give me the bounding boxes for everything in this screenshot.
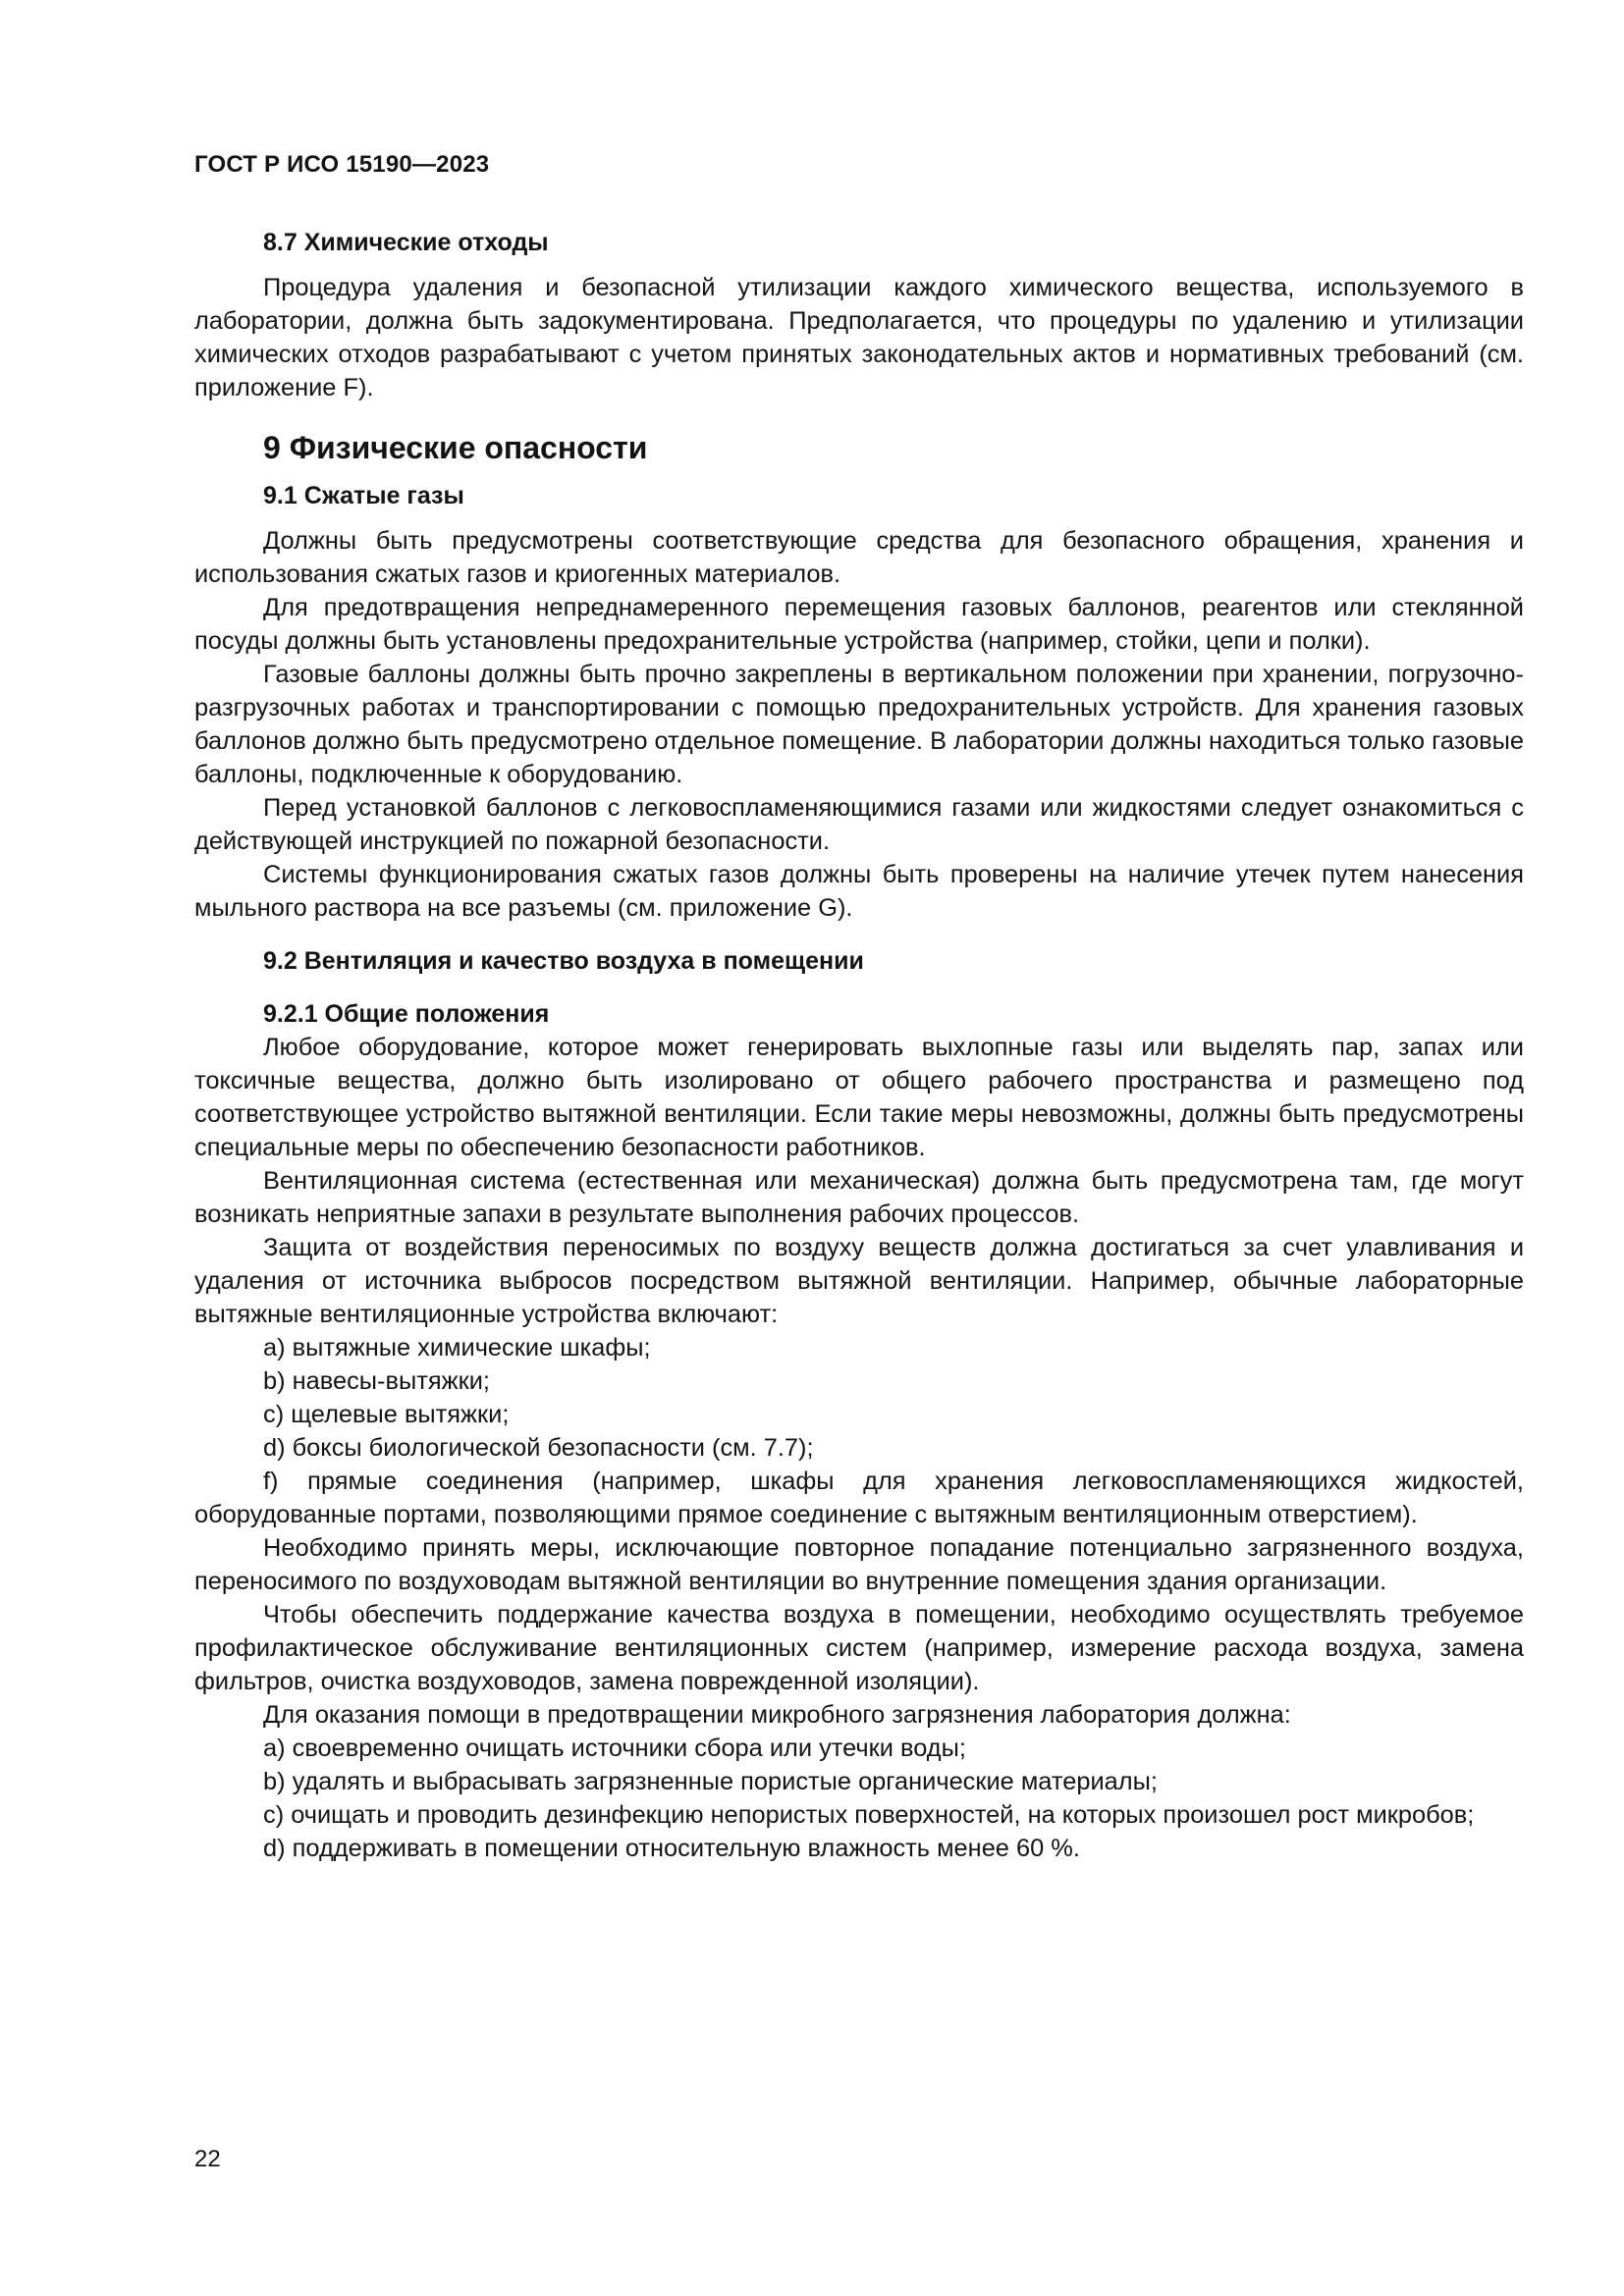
section-9-2-1-paragraph: Защита от воздействия переносимых по воздуху веществ должна достигаться за счет улавливания и удаления от источника выбросов посредством вытяжной вентиляции. Например, обычные лабораторные вытяжные вентиляционные устройства включают: [194, 1234, 1524, 1328]
section-9-title: 9 Физические опасности [263, 430, 648, 465]
list-item: c) щелевые вытяжки; [263, 1401, 510, 1428]
list-item: a) вытяжные химические шкафы; [263, 1334, 651, 1362]
section-9-2-1-paragraph: Необходимо принять меры, исключающие повторное попадание потенциально загрязненного воздуха, переносимого по воздуховодам вытяжной вентиляции во внутренние помещения здания организации. [194, 1534, 1524, 1595]
section-9-1-paragraph: Системы функционирования сжатых газов должны быть проверены на наличие утечек путем нанесения мыльного раствора на все разъемы (см. приложение G). [194, 861, 1524, 922]
section-9-1-paragraph: Должны быть предусмотрены соответствующие средства для безопасного обращения, хранения и использования сжатых газов и криогенных материалов. [194, 527, 1524, 588]
section-9-2-1-paragraph: Для оказания помощи в предотвращении микробного загрязнения лаборатория должна: [263, 1701, 1291, 1729]
list-item: f) прямые соединения (например, шкафы для хранения легковоспламеняющихся жидкостей, оборудованные портами, позволяющими прямое соединение с вытяжным вентиляционным отверстием). [194, 1468, 1524, 1528]
section-9-2-1-title: 9.2.1 Общие положения [263, 1000, 550, 1028]
section-8-7-title: 8.7 Химические отходы [263, 229, 549, 256]
list-item: a) своевременно очищать источники сбора или утечки воды; [263, 1735, 966, 1762]
section-9-1-paragraph: Для предотвращения непреднамеренного перемещения газовых баллонов, реагентов или стеклянной посуды должны быть установлены предохранительные устройства (например, стойки, цепи и полки). [194, 594, 1524, 655]
list-item: b) навесы-вытяжки; [263, 1367, 490, 1395]
section-9-2-1-paragraph: Любое оборудование, которое может генерировать выхлопные газы или выделять пар, запах или токсичные вещества, должно быть изолировано от общего рабочего пространства и размещено под соответствующее устройство вытяжной вентиляции. Если такие меры невозможны, должны быть предусмотрены специальные меры по обеспечению безопасности работников. [194, 1034, 1524, 1161]
section-8-7-paragraph: Процедура удаления и безопасной утилизации каждого химического вещества, используемого в лаборатории, должна быть задокументирована. Предполагается, что процедуры по удалению и утилизации химических отходов разрабатывают с учетом принятых законодательных актов и нормативных требований (см. приложение F). [194, 274, 1524, 401]
list-item: b) удалять и выбрасывать загрязненные пористые органические материалы; [263, 1768, 1158, 1795]
document-body [194, 226, 1524, 1865]
section-9-2-1-paragraph: Вентиляционная система (естественная или механическая) должна быть предусмотрена там, где могут возникать неприятные запахи в результате выполнения рабочих процессов. [194, 1167, 1524, 1228]
document-code-header: ГОСТ Р ИСО 15190—2023 [194, 151, 490, 178]
page-number: 22 [194, 2146, 221, 2172]
section-9-2-title: 9.2 Вентиляция и качество воздуха в помещении [263, 947, 864, 975]
section-9-2-1-paragraph: Чтобы обеспечить поддержание качества воздуха в помещении, необходимо осуществлять требуемое профилактическое обслуживание вентиляционных систем (например, измерение расхода воздуха, замена фильтров, очистка воздуховодов, замена поврежденной изоляции). [194, 1601, 1524, 1695]
section-9-1-paragraph: Перед установкой баллонов с легковоспламеняющимися газами или жидкостями следует ознакомиться с действующей инструкцией по пожарной безопасности. [194, 794, 1524, 855]
list-item: d) поддерживать в помещении относительную влажность менее 60 %. [263, 1835, 1080, 1862]
list-item: c) очищать и проводить дезинфекцию непористых поверхностей, на которых произошел рост микробов; [263, 1801, 1475, 1829]
section-9-1-paragraph: Газовые баллоны должны быть прочно закреплены в вертикальном положении при хранении, погрузочно-разгрузочных работах и транспортировании с помощью предохранительных устройств. Для хранения газовых баллонов должно быть предусмотрено отдельное помещение. В лаборатории должны находиться только газовые баллоны, подключенные к оборудованию. [194, 661, 1524, 788]
list-item: d) боксы биологической безопасности (см. 7.7); [263, 1434, 814, 1462]
section-9-1-title: 9.1 Сжатые газы [263, 482, 464, 509]
